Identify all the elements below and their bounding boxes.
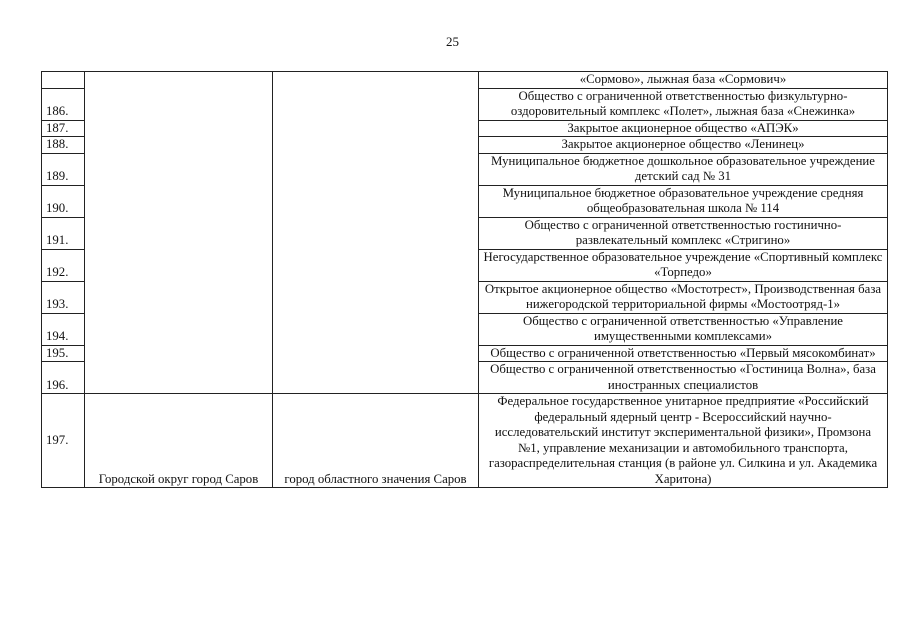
organization-name: Общество с ограниченной ответственностью «Первый мясокомбинат»	[479, 345, 888, 362]
row-number: 191.	[42, 217, 85, 249]
organization-name: Закрытое акционерное общество «Ленинец»	[479, 137, 888, 154]
organization-name: Общество с ограниченной ответственностью гостинично-развлекательный комплекс «Стригино»	[479, 217, 888, 249]
row-number: 195.	[42, 345, 85, 362]
row-number: 197.	[42, 394, 85, 488]
district-cell-merged	[85, 72, 273, 394]
organization-name: Федеральное государственное унитарное предприятие «Российский федеральный ядерный центр - Всероссийский научно-исследовательский институт экспериментальной физики», Промзона №1, управление механизации и автомобильного транспорта, газораспределительная станция (в районе ул. Силкина и ул. Академика Харитона)	[479, 394, 888, 488]
organization-name: Муниципальное бюджетное дошкольное образовательное учреждение детский сад № 31	[479, 153, 888, 185]
settlement-cell-merged	[273, 72, 479, 394]
row-number: 190.	[42, 185, 85, 217]
table-row	[42, 394, 888, 488]
row-number: 186.	[42, 88, 85, 120]
table-row	[42, 72, 888, 89]
organization-name: «Сормово», лыжная база «Сормович»	[479, 72, 888, 89]
district-name: Городской округ город Саров	[85, 394, 273, 488]
organization-name: Общество с ограниченной ответственностью физкультурно-оздоровительный комплекс «Полет», лыжная база «Снежинка»	[479, 88, 888, 120]
settlement-name: город областного значения Саров	[273, 394, 479, 488]
row-number: 189.	[42, 153, 85, 185]
row-number: 192.	[42, 249, 85, 281]
organization-name: Негосударственное образовательное учреждение «Спортивный комплекс «Торпедо»	[479, 249, 888, 281]
row-number: 196.	[42, 362, 85, 394]
row-number: 194.	[42, 313, 85, 345]
organization-name: Муниципальное бюджетное образовательное учреждение средняя общеобразовательная школа № 114	[479, 185, 888, 217]
row-number: 193.	[42, 281, 85, 313]
organization-name: Общество с ограниченной ответственностью «Гостиница Волна», база иностранных специалистов	[479, 362, 888, 394]
organizations-table	[41, 71, 888, 488]
row-number	[42, 72, 85, 89]
page-number: 25	[446, 34, 459, 49]
row-number: 187.	[42, 120, 85, 137]
organization-name: Открытое акционерное общество «Мостотрест», Производственная база нижегородской территориальной фирмы «Мостоотряд-1»	[479, 281, 888, 313]
row-number: 188.	[42, 137, 85, 154]
organization-name: Общество с ограниченной ответственностью «Управление имущественными комплексами»	[479, 313, 888, 345]
organization-name: Закрытое акционерное общество «АПЭК»	[479, 120, 888, 137]
